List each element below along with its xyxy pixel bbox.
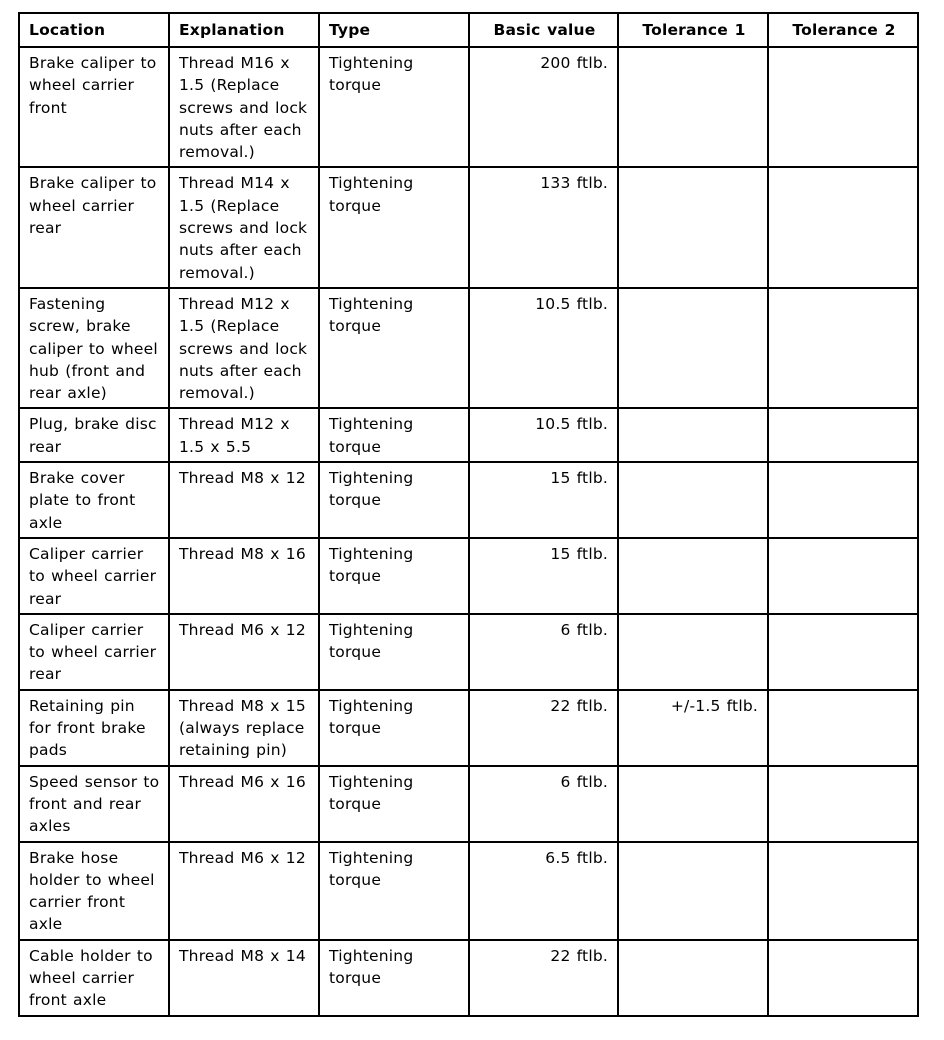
table-row: [19, 842, 918, 940]
cell-tolerance-1: [618, 766, 768, 842]
table-row: [19, 766, 918, 842]
cell-explanation: Thread M8 x 15 (always replace retaining pin): [169, 690, 319, 766]
header-basic-value: Basic value: [469, 13, 618, 47]
cell-tolerance-2: [768, 167, 918, 287]
cell-location: Brake hose holder to wheel carrier front axle: [19, 842, 169, 940]
cell-tolerance-1: [618, 47, 768, 167]
cell-explanation: Thread M6 x 16: [169, 766, 319, 842]
cell-explanation: Thread M6 x 12: [169, 614, 319, 690]
table-row: [19, 462, 918, 538]
cell-type: Tightening torque: [319, 842, 469, 940]
cell-type: Tightening torque: [319, 538, 469, 614]
cell-explanation: Thread M16 x 1.5 (Replace screws and lock nuts after each removal.): [169, 47, 319, 167]
table-row: [19, 288, 918, 408]
cell-tolerance-1: [618, 167, 768, 287]
cell-explanation: Thread M12 x 1.5 (Replace screws and lock nuts after each removal.): [169, 288, 319, 408]
cell-tolerance-1: [618, 408, 768, 462]
cell-explanation: Thread M8 x 12: [169, 462, 319, 538]
cell-tolerance-1: [618, 940, 768, 1016]
cell-location: Plug, brake disc rear: [19, 408, 169, 462]
cell-tolerance-2: [768, 408, 918, 462]
table-row: [19, 940, 918, 1016]
cell-explanation: Thread M6 x 12: [169, 842, 319, 940]
table-row: [19, 538, 918, 614]
cell-basic-value: 6 ftlb.: [469, 766, 618, 842]
cell-type: Tightening torque: [319, 288, 469, 408]
cell-type: Tightening torque: [319, 766, 469, 842]
cell-explanation: Thread M8 x 16: [169, 538, 319, 614]
cell-type: Tightening torque: [319, 408, 469, 462]
cell-explanation: Thread M14 x 1.5 (Replace screws and lock nuts after each removal.): [169, 167, 319, 287]
cell-tolerance-2: [768, 462, 918, 538]
header-tolerance-2: Tolerance 2: [768, 13, 918, 47]
cell-type: Tightening torque: [319, 167, 469, 287]
cell-location: Brake cover plate to front axle: [19, 462, 169, 538]
header-explanation: Explanation: [169, 13, 319, 47]
cell-basic-value: 22 ftlb.: [469, 690, 618, 766]
table-row: [19, 408, 918, 462]
cell-tolerance-1: [618, 462, 768, 538]
cell-tolerance-2: [768, 766, 918, 842]
cell-basic-value: 10.5 ftlb.: [469, 408, 618, 462]
cell-tolerance-2: [768, 538, 918, 614]
cell-location: Caliper carrier to wheel carrier rear: [19, 614, 169, 690]
cell-tolerance-2: [768, 288, 918, 408]
cell-location: Cable holder to wheel carrier front axle: [19, 940, 169, 1016]
cell-location: Brake caliper to wheel carrier front: [19, 47, 169, 167]
cell-basic-value: 10.5 ftlb.: [469, 288, 618, 408]
header-row: [19, 13, 918, 47]
cell-tolerance-1: [618, 538, 768, 614]
cell-basic-value: 133 ftlb.: [469, 167, 618, 287]
cell-type: Tightening torque: [319, 47, 469, 167]
table-row: [19, 690, 918, 766]
cell-basic-value: 200 ftlb.: [469, 47, 618, 167]
cell-location: Caliper carrier to wheel carrier rear: [19, 538, 169, 614]
cell-tolerance-1: [618, 288, 768, 408]
table-row: [19, 47, 918, 167]
cell-basic-value: 15 ftlb.: [469, 462, 618, 538]
cell-tolerance-2: [768, 614, 918, 690]
header-location: Location: [19, 13, 169, 47]
cell-location: Retaining pin for front brake pads: [19, 690, 169, 766]
cell-location: Speed sensor to front and rear axles: [19, 766, 169, 842]
cell-basic-value: 6 ftlb.: [469, 614, 618, 690]
cell-location: Brake caliper to wheel carrier rear: [19, 167, 169, 287]
cell-type: Tightening torque: [319, 940, 469, 1016]
cell-location: Fastening screw, brake caliper to wheel hub (front and rear axle): [19, 288, 169, 408]
cell-tolerance-2: [768, 690, 918, 766]
header-tolerance-1: Tolerance 1: [618, 13, 768, 47]
cell-tolerance-1: +/-1.5 ftlb.: [618, 690, 768, 766]
cell-type: Tightening torque: [319, 614, 469, 690]
cell-tolerance-2: [768, 940, 918, 1016]
cell-explanation: Thread M12 x 1.5 x 5.5: [169, 408, 319, 462]
cell-tolerance-2: [768, 842, 918, 940]
cell-type: Tightening torque: [319, 462, 469, 538]
cell-basic-value: 15 ftlb.: [469, 538, 618, 614]
torque-spec-table: [18, 12, 919, 1017]
cell-basic-value: 6.5 ftlb.: [469, 842, 618, 940]
cell-tolerance-2: [768, 47, 918, 167]
cell-tolerance-1: [618, 842, 768, 940]
table-row: [19, 167, 918, 287]
cell-basic-value: 22 ftlb.: [469, 940, 618, 1016]
cell-tolerance-1: [618, 614, 768, 690]
header-type: Type: [319, 13, 469, 47]
cell-explanation: Thread M8 x 14: [169, 940, 319, 1016]
table-row: [19, 614, 918, 690]
cell-type: Tightening torque: [319, 690, 469, 766]
